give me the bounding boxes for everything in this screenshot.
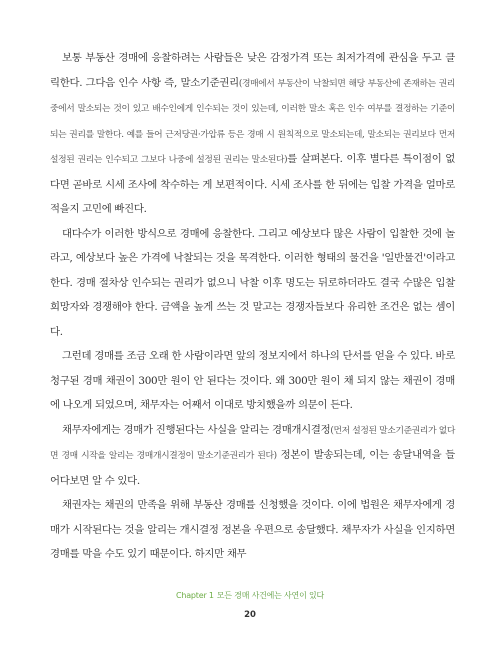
chapter-label: Chapter 1 (175, 591, 214, 600)
paragraph-1-note: (경매에서 부동산이 낙찰되면 해당 부동산에 존재하는 권리 중에서 말소되는 것이 있고 배수인에게 인수되는 것이 있는데, 이러한 말소 혹은 인수 여부를 결정하는 기준이 되는 권리를 말한다. 예를 들어 근저당권·가압류 등은 경매 시 원칙적으로 말소되는데, 말소되는 권리보다 먼저 설정된 권리는 인수되고 그보다 나중에 설정된 권리는 말소된다) (50, 78, 455, 165)
paragraph-4 (50, 418, 455, 494)
paragraph-1-text-b: 를 살펴본다. 이후 별다른 특이점이 없다면 곧바로 시세 조사에 착수하는 게 보편적이다. 시세 조사를 한 뒤에는 입찰 가격을 얼마로 적을지 고민에 빠진다. (50, 153, 455, 215)
paragraph-5: 채권자는 채권의 만족을 위해 부동산 경매를 신청했을 것이다. 이에 법원은 채무자에게 경매가 시작된다는 것을 알리는 개시결정 정본을 우편으로 송달했다. 채무자가 사실을 인지하면 경매를 막을 수도 있기 때문이다. 하지만 채무 (50, 499, 455, 560)
paragraph-4-note: (먼저 설정된 말소기준권리가 없다면 경매 시작을 알리는 경매개시결정이 말소기준권리가 된다) (50, 425, 455, 461)
paragraph-3: 그런데 경매를 조금 오래 한 사람이라면 앞의 정보지에서 하나의 단서를 얻을 수 있다. 바로 청구된 경매 채권이 300만 원이 안 된다는 것이다. 왜 300만 원이 채 되지 않는 채권이 경매에 나오게 되었으며, 채무자는 어째서 이대로 방치했을까 의문이 든다. (50, 350, 455, 411)
chapter-title: 모든 경매 사건에는 사연이 있다 (216, 591, 325, 600)
paragraph-1 (50, 46, 455, 222)
running-footer (0, 590, 500, 601)
paragraph-1-text-a: 보통 부동산 경매에 응찰하려는 사람들은 낮은 감정가격 또는 최저가격에 관심을 두고 클릭한다. 그다음 인수 사항 즉, 말소기준권리 (50, 52, 455, 89)
paragraph-2: 대다수가 이러한 방식으로 경매에 응찰한다. 그리고 예상보다 많은 사람이 입찰한 것에 놀라고, 예상보다 높은 가격에 낙찰되는 것을 목격한다. 이러한 형태의 물건을 '일반물건'이라고 한다. 경매 절차상 인수되는 권리가 없으니 낙찰 이후 명도는 뒤로하더라도 결국 수많은 입찰 희망자와 경쟁해야 한다. 금액을 높게 쓰는 것 말고는 경쟁자들보다 유리한 조건은 없는 셈이다. (50, 227, 455, 338)
paragraph-4-text-a: 채무자에게는 경매가 진행된다는 사실을 알리는 경매개시결정 (62, 423, 331, 436)
paragraph-4-text-b: 정본이 발송되는데, 이는 송달내역을 들어다보면 알 수 있다. (50, 449, 455, 487)
body-text (50, 46, 455, 567)
page-number: 20 (244, 610, 256, 620)
